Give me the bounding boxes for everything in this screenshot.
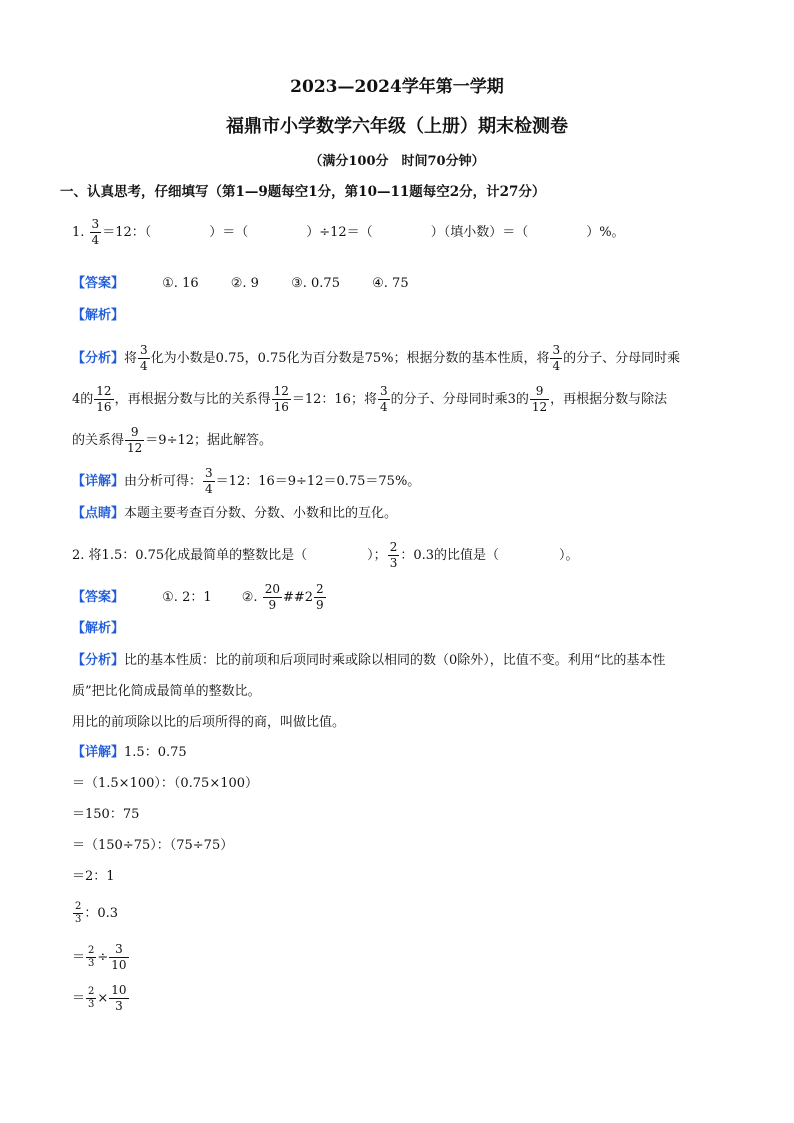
- step-line: ＝（150÷75）：（75÷75）: [72, 838, 234, 853]
- step-line: ＝ $\frac{2}{3}$ ÷ $\frac{3}{10}$: [72, 942, 127, 972]
- fraction: $\frac{3}{4}$: [140, 343, 148, 373]
- exam-title: 福鼎市小学数学六年级（上册）期末检测卷: [226, 116, 568, 137]
- answer-item: ②. 9: [230, 276, 259, 291]
- step-line: $\frac{2}{3}$ ：0.3: [75, 901, 119, 925]
- fraction: $\frac{3}{4}$: [552, 343, 561, 373]
- answer-item: ②.: [241, 590, 258, 605]
- answer-row: [72, 275, 409, 293]
- section-heading: 一、认真思考，仔细填写（第1—9题每空1分，第10—11题每空2分，计27分）: [60, 184, 546, 200]
- fraction: $\frac{3}{4}$: [91, 217, 100, 247]
- step-line: ＝ $\frac{2}{3}$ × $\frac{10}{3}$: [72, 983, 127, 1013]
- step-line: ＝（1.5×100）：（0.75×100）: [72, 776, 259, 791]
- analysis-line-1: 【分析】将 $\frac{3}{4}$ 化为小数是0.75，0.75化为百分数是75%；根据分数的基本性质，将 $\frac{3}{4}$ 的分子、分母同时乘: [72, 343, 681, 373]
- detail-line: 【详解】由分析可得： $\frac{3}{4}$ ＝12：16＝9÷12＝0.75＝75%。: [72, 466, 421, 496]
- point-line: 【点睛】本题主要考查百分数、分数、小数和比的互化。: [72, 506, 398, 521]
- question-number: 1.: [72, 225, 85, 240]
- fraction: $\frac{2}{3}$: [75, 901, 82, 925]
- question-number: 2.: [72, 548, 85, 563]
- fraction: $\frac{12}{16}$: [96, 384, 112, 414]
- answer-item: ③. 0.75: [291, 276, 340, 291]
- answer-tag: 【答案】: [72, 276, 125, 291]
- fraction: $\frac{9}{12}$: [127, 425, 143, 455]
- analysis-line-3: 的关系得 $\frac{9}{12}$ ＝9÷12；据此解答。: [72, 425, 273, 455]
- fraction: $\frac{3}{4}$: [379, 384, 388, 414]
- term-title: 2023—2024学年第一学期: [290, 77, 504, 97]
- answer-item: ④. 75: [372, 276, 409, 291]
- detail-line: 【详解】1.5：0.75: [72, 745, 187, 760]
- analysis-line-1: 【分析】比的基本性质：比的前项和后项同时乘或除以相同的数（0除外），比值不变。利用“比的基本性: [72, 653, 666, 668]
- answer-item: ①. 2：1: [162, 590, 212, 605]
- jiexi-tag: 【解析】: [72, 308, 125, 323]
- step-line: ＝2：1: [72, 869, 115, 884]
- fraction: $\frac{3}{10}$: [111, 942, 127, 972]
- fraction: $\frac{10}{3}$: [111, 983, 127, 1013]
- answer-item: ①. 16: [162, 276, 199, 291]
- fraction: $\frac{2}{3}$: [389, 540, 398, 570]
- fraction: $\frac{3}{4}$: [205, 466, 213, 496]
- fraction: $\frac{12}{16}$: [273, 384, 289, 414]
- fraction: $\frac{2}{3}$: [88, 986, 95, 1010]
- question-2: 2. 将1.5：0.75化成最简单的整数比是（ ）； $\frac{2}{3}$ ：0.3的比值是（ ）。: [72, 540, 579, 570]
- answer-tag: 【答案】: [72, 590, 125, 605]
- fraction: $\frac{20}{9}$: [264, 582, 280, 612]
- question-1: 1. $\frac{3}{4}$ ＝12：（ ）＝（ ）÷12＝（ ）（填小数）＝（ ）%。: [72, 217, 625, 247]
- fraction: $\frac{2}{3}$: [88, 945, 95, 969]
- jiexi-tag: 【解析】: [72, 621, 125, 636]
- analysis-line-2: 4的 $\frac{12}{16}$ ，再根据分数与比的关系得 $\frac{12}{16}$ ＝12：16；将 $\frac{3}{4}$ 的分子、分母同时乘3的 $\frac{9}{12}$ ，再根据分数与除法: [72, 384, 668, 414]
- answer-row: 【答案】 ①. 2：1 ②. $\frac{20}{9}$ ##2 $\frac{2}{9}$: [72, 582, 324, 612]
- step-line: ＝150：75: [72, 807, 140, 822]
- fraction: $\frac{2}{9}$: [316, 582, 324, 612]
- exam-meta: （满分100分 时间70分钟）: [309, 154, 485, 169]
- analysis-line-3: 用比的前项除以比的后项所得的商，叫做比值。: [72, 715, 346, 730]
- analysis-line-2: 质”把比化简成最简单的整数比。: [72, 684, 261, 699]
- fraction: $\frac{9}{12}$: [531, 384, 548, 414]
